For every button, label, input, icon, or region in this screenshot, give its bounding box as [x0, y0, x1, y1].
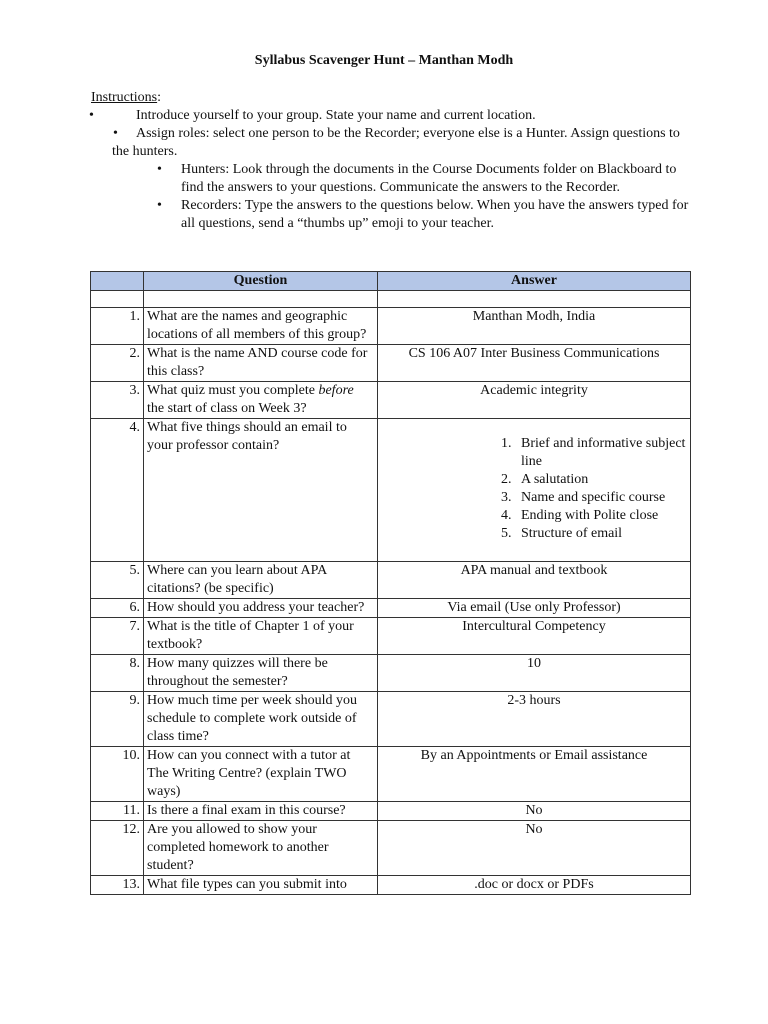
row-question: Where can you learn about APA citations? (be specific): [144, 562, 378, 599]
table-blank-row: [91, 291, 691, 308]
table-row: [91, 821, 691, 876]
scavenger-hunt-table: [90, 271, 691, 895]
bullet-icon: •: [157, 198, 162, 213]
table-row: [91, 876, 691, 895]
table-row: [91, 419, 691, 562]
row-number: 9.: [91, 692, 144, 747]
row-question: Is there a final exam in this course?: [144, 802, 378, 821]
bullet-icon: •: [89, 108, 94, 123]
list-item: 4. Ending with Polite close: [515, 507, 687, 525]
row-number: 4.: [91, 419, 144, 562]
row-question: What file types can you submit into: [144, 876, 378, 895]
row-question: Are you allowed to show your completed homework to another student?: [144, 821, 378, 876]
row-question: What is the title of Chapter 1 of your textbook?: [144, 618, 378, 655]
row-question: How should you address your teacher?: [144, 599, 378, 618]
instructions-label: Instructions: [91, 90, 158, 105]
table-row: [91, 747, 691, 802]
header-answer: Answer: [378, 272, 691, 291]
row-number: 3.: [91, 382, 144, 419]
row-number: 12.: [91, 821, 144, 876]
row-question: What five things should an email to your professor contain?: [144, 419, 378, 562]
row-question: How can you connect with a tutor at The Writing Centre? (explain TWO ways): [144, 747, 378, 802]
row-answer: APA manual and textbook: [378, 562, 691, 599]
row-answer: [378, 419, 691, 562]
instruction-bullet: • Assign roles: select one person to be the Recorder; everyone else is a Hunter. Assign questions to the hunters.: [112, 126, 680, 159]
instructions-heading: Instructions:: [91, 90, 161, 105]
table-row: [91, 382, 691, 419]
row-answer: Academic integrity: [378, 382, 691, 419]
email-elements-list: [381, 435, 687, 543]
table-row: [91, 562, 691, 599]
row-number: 2.: [91, 345, 144, 382]
table-header-row: [91, 272, 691, 291]
header-number: [91, 272, 144, 291]
document-title: Syllabus Scavenger Hunt – Manthan Modh: [254, 53, 514, 68]
row-number: 10.: [91, 747, 144, 802]
table-row: [91, 345, 691, 382]
bullet-icon: •: [113, 126, 118, 141]
row-answer: Manthan Modh, India: [378, 308, 691, 345]
row-number: 7.: [91, 618, 144, 655]
row-number: 6.: [91, 599, 144, 618]
row-question: How much time per week should you schedule to complete work outside of class time?: [144, 692, 378, 747]
row-answer: No: [378, 802, 691, 821]
row-answer: No: [378, 821, 691, 876]
row-number: 13.: [91, 876, 144, 895]
row-question: What is the name AND course code for this class?: [144, 345, 378, 382]
row-answer: 10: [378, 655, 691, 692]
row-question: What quiz must you complete before the start of class on Week 3?: [144, 382, 378, 419]
list-item: 5. Structure of email: [515, 525, 687, 543]
instructions-section: [91, 89, 691, 233]
table-row: [91, 599, 691, 618]
instruction-bullet: • Introduce yourself to your group. State your name and current location.: [89, 108, 536, 123]
row-answer: By an Appointments or Email assistance: [378, 747, 691, 802]
table-row: [91, 655, 691, 692]
row-question: How many quizzes will there be throughout the semester?: [144, 655, 378, 692]
instruction-sub-bullet: • Recorders: Type the answers to the questions below. When you have the answers typed for all questions, send a “thumbs up” emoji to your teacher.: [157, 198, 689, 231]
bullet-icon: •: [157, 162, 162, 177]
table-row: [91, 692, 691, 747]
row-answer: CS 106 A07 Inter Business Communications: [378, 345, 691, 382]
table-row: [91, 802, 691, 821]
row-number: 8.: [91, 655, 144, 692]
row-question: What are the names and geographic locations of all members of this group?: [144, 308, 378, 345]
row-answer: Intercultural Competency: [378, 618, 691, 655]
list-item: 2. A salutation: [515, 471, 687, 489]
instruction-sub-bullet: • Hunters: Look through the documents in the Course Documents folder on Blackboard to find the answers to your questions. Communicate the answers to the Recorder.: [157, 162, 677, 195]
table-row: [91, 618, 691, 655]
row-number: 5.: [91, 562, 144, 599]
row-number: 1.: [91, 308, 144, 345]
row-answer: Via email (Use only Professor): [378, 599, 691, 618]
row-number: 11.: [91, 802, 144, 821]
header-question: Question: [144, 272, 378, 291]
row-answer: .doc or docx or PDFs: [378, 876, 691, 895]
row-answer: 2-3 hours: [378, 692, 691, 747]
table-row: [91, 308, 691, 345]
list-item: 1. Brief and informative subject line: [515, 435, 687, 471]
list-item: 3. Name and specific course: [515, 489, 687, 507]
